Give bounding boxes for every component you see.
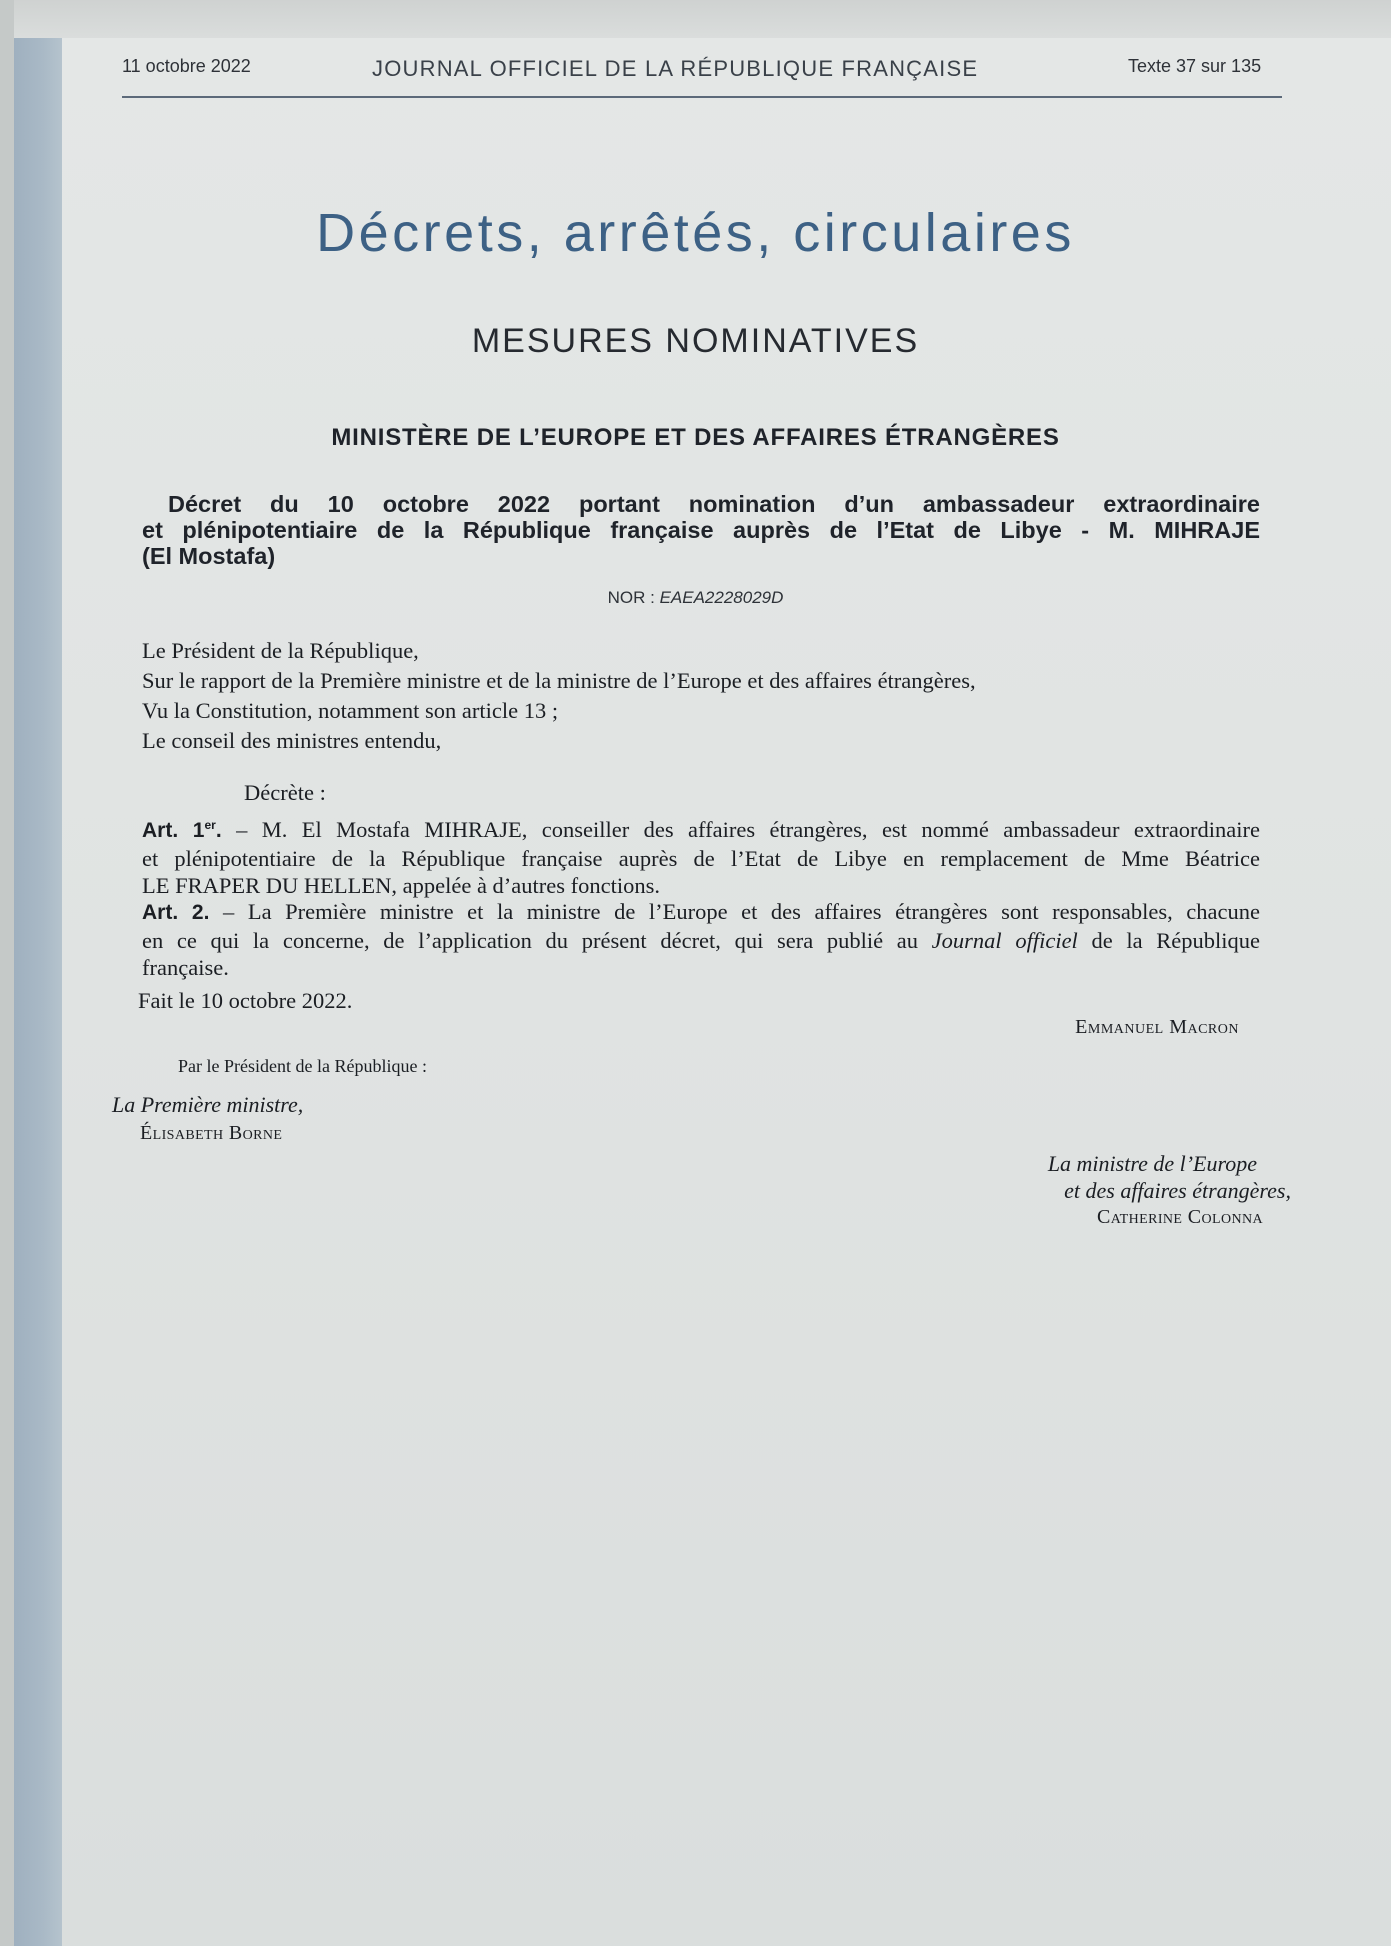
- article-1-number: Art. 1: [142, 819, 205, 842]
- article-1-line-3: LE FRAPER DU HELLEN, appelée à d’autres fonctions.: [142, 873, 661, 898]
- journal-officiel-italic: Journal officiel: [931, 927, 1078, 953]
- section-title: Décrets, arrêtés, circulaires: [316, 203, 1075, 263]
- nor-code: EAEA2228029D: [659, 588, 784, 607]
- signatory-prime-minister: [112, 1090, 303, 1148]
- subsection-title: MESURES NOMINATIVES: [471, 322, 920, 360]
- article-2-text-1: – La Première ministre et la ministre de l’Europe et des affaires étrangères sont responsables, chacune: [223, 899, 1260, 924]
- header-rule: [122, 96, 1282, 98]
- article-1-label: [142, 819, 222, 842]
- article-2-label: Art. 2.: [142, 901, 210, 924]
- article-2: [142, 898, 1260, 982]
- preamble-line: Sur le rapport de la Première ministre et de la ministre de l’Europe et des affaires étrangères,: [142, 668, 976, 693]
- decree-title-line-1: Décret du 10 octobre 2022 portant nomination d’un ambassadeur extraordinaire: [168, 491, 1260, 517]
- par-le-president: Par le Président de la République :: [178, 1056, 427, 1076]
- article-2-line-1: [142, 898, 1260, 927]
- article-1-sup: er: [204, 818, 216, 832]
- header-date: 11 octobre 2022: [122, 56, 251, 76]
- ministry-heading: MINISTÈRE DE L’EUROPE ET DES AFFAIRES ÉTRANGÈRES: [331, 424, 1060, 451]
- minister-role-line-2: et des affaires étrangères,: [1064, 1178, 1291, 1203]
- paper-top-edge: [0, 0, 1391, 38]
- article-2-text-2a: en ce qui la concerne, de l’application du présent décret, qui sera publié au: [142, 927, 932, 953]
- paper-left-edge: [0, 0, 14, 1946]
- article-2-text-2b: de la République: [1077, 927, 1260, 953]
- prime-minister-role: La Première ministre,: [112, 1092, 304, 1117]
- prime-minister-name: Élisabeth Borne: [140, 1122, 283, 1144]
- nor-label: NOR :: [607, 588, 660, 607]
- preamble-line: Le conseil des ministres entendu,: [142, 728, 442, 753]
- decree-title-line-2: et plénipotentiaire de la République française auprès de l’Etat de Libye - M. MIHRAJE: [142, 517, 1260, 543]
- preamble-line: Le Président de la République,: [142, 638, 419, 663]
- decree-title-line-3: (El Mostafa): [142, 543, 276, 569]
- article-1: [142, 812, 1260, 900]
- decrete-label: Décrète :: [244, 780, 326, 805]
- article-1-line-2: et plénipotentiaire de la République française auprès de l’Etat de Libye en remplacement de Mme Béatrice: [142, 845, 1260, 871]
- signatory-foreign-minister: [871, 1150, 1291, 1231]
- signatory-president: Emmanuel Macron: [1075, 1016, 1239, 1038]
- article-2-line-2: [142, 927, 1260, 955]
- decree-title: [142, 491, 1260, 569]
- preamble-line: Vu la Constitution, notamment son article 13 ;: [142, 698, 559, 723]
- header-text-number: Texte 37 sur 135: [1128, 56, 1262, 76]
- article-1-text-1: – M. El Mostafa MIHRAJE, conseiller des affaires étrangères, est nommé ambassadeur extraordinaire: [236, 817, 1261, 842]
- minister-role-line-1: La ministre de l’Europe: [1047, 1151, 1257, 1176]
- signing-date: Fait le 10 octobre 2022.: [138, 988, 353, 1013]
- article-1-line-1: [142, 812, 1260, 845]
- preamble: [142, 636, 1260, 756]
- article-2-line-3: française.: [142, 955, 229, 980]
- nor-reference: [0, 588, 1391, 608]
- minister-name: Catherine Colonna: [1096, 1206, 1263, 1228]
- article-1-dot: .: [215, 819, 222, 842]
- header-journal-title: JOURNAL OFFICIEL DE LA RÉPUBLIQUE FRANÇAISE: [372, 56, 979, 81]
